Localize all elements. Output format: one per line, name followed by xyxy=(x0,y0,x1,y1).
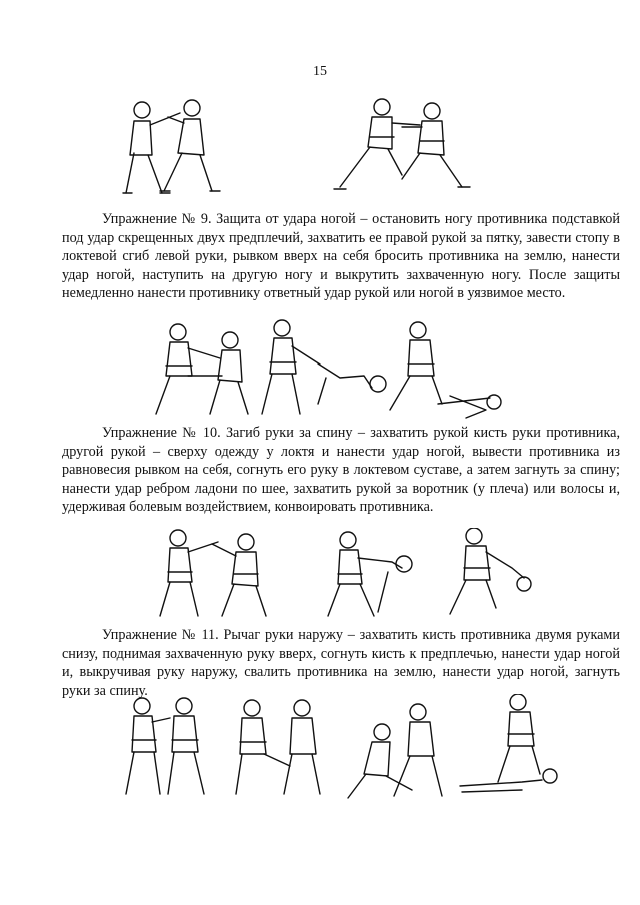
illustration-row-4 xyxy=(122,694,562,804)
exercise-9-paragraph: Упражнение № 9. Защита от удара ногой – остановить ногу противника подставкой под удар скрещенных двух предплечий, захватить ее правой рукой за пятку, завести стопу в локтевой сгиб левой руки, рывком вверх на себя бросить противника на землю, нанести удар ногой, наступить на другую ногу и выкрутить захваченную ногу. После защиты немедленно нанести противнику ответный удар рукой или ногой в уязвимое место. xyxy=(62,211,620,302)
illustration-row-2 xyxy=(150,318,510,422)
illustration-row-1 xyxy=(120,95,480,200)
page-number: 15 xyxy=(313,64,327,79)
illustration-row-3 xyxy=(152,528,532,620)
exercise-10-paragraph: Упражнение № 10. Загиб руки за спину – захватить рукой кисть руки противника, другой рукой – сверху одежду у локтя и нанести удар ногой, вывести противника из равновесия рывком на себя, согнуть его руку в локтевом суставе, а затем загнуть за спину; нанести удар ребром ладони по шее, захватить рукой за воротник (у плеча) или волосы и, удерживая болевым воздействием, конвоировать противника. xyxy=(62,425,620,516)
leg-defense-drawing xyxy=(150,318,510,422)
wrist-lever-drawing xyxy=(122,694,562,804)
exercise-11-paragraph: Упражнение № 11. Рычаг руки наружу – захватить кисть противника двумя руками снизу, поднимая захваченную руку вверх, согнуть кисть к предплечью, нанести удар ногой и, выкручивая руку наружу, свалить противника на землю, нанести удар ногой, загнуть руки за спину. xyxy=(62,627,620,699)
arm-lock-drawing xyxy=(152,528,532,620)
fighters-drawing xyxy=(120,95,480,200)
